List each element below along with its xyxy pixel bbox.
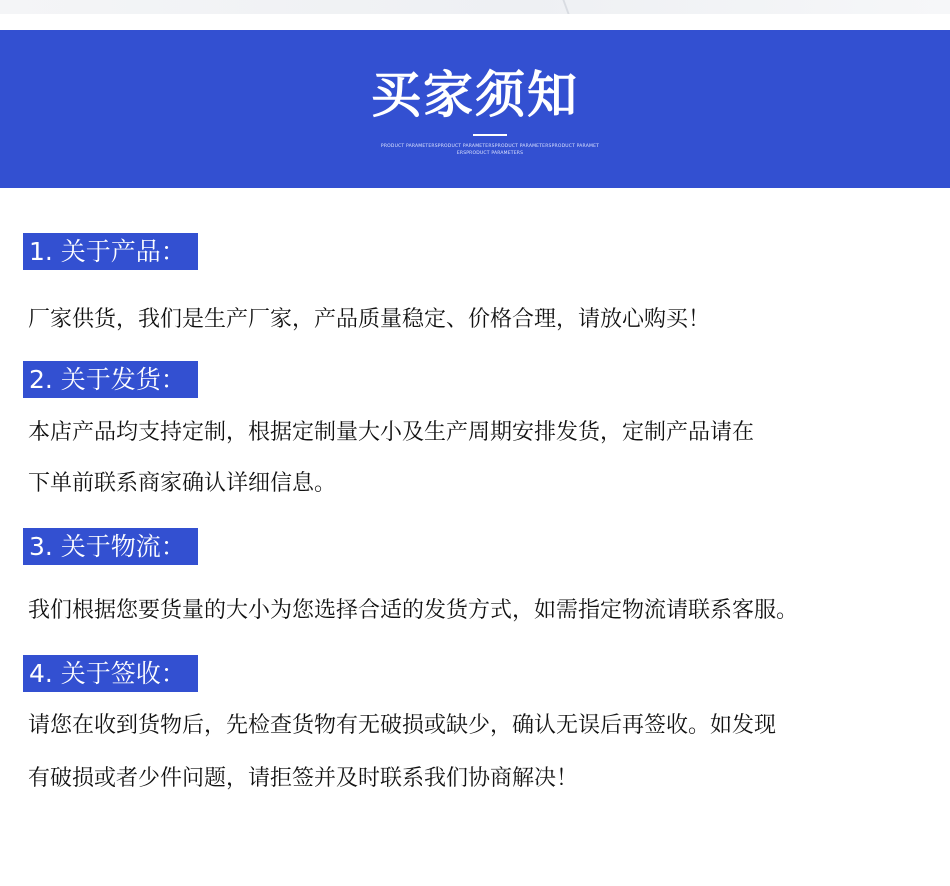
section-heading-logistics: 3. 关于物流：	[23, 528, 198, 565]
section-text-receipt-line-1: 请您在收到货物后，先检查货物有无破损或缺少，确认无误后再签收。如发现	[28, 713, 777, 738]
banner-underline	[473, 134, 507, 136]
banner	[0, 30, 950, 188]
section-text-receipt-line-2: 有破损或者少件问题，请拒签并及时联系我们协商解决！	[28, 766, 579, 791]
section-text-logistics-line-1: 我们根据您要货量的大小为您选择合适的发货方式，如需指定物流请联系客服。	[28, 598, 799, 623]
section-text-shipping-line-2: 下单前联系商家确认详细信息。	[28, 471, 337, 496]
banner-title: 买家须知	[371, 66, 579, 124]
section-text-shipping-line-1: 本店产品均支持定制，根据定制量大小及生产周期安排发货，定制产品请在	[28, 420, 755, 445]
section-heading-product: 1. 关于产品：	[23, 233, 198, 270]
top-strip	[0, 0, 950, 14]
section-text-product-line-1: 厂家供货，我们是生产厂家，产品质量稳定、价格合理，请放心购买！	[28, 307, 711, 332]
top-strip-divider	[562, 0, 569, 14]
banner-subtitle: PRODUCT PARAMETERSPRODUCT PARAMETERSPRODUCT PARAMETERSPRODUCT PARAMETERSPRODUCT PARAMETERS	[380, 144, 600, 156]
section-heading-shipping: 2. 关于发货：	[23, 361, 198, 398]
section-heading-receipt: 4. 关于签收：	[23, 655, 198, 692]
